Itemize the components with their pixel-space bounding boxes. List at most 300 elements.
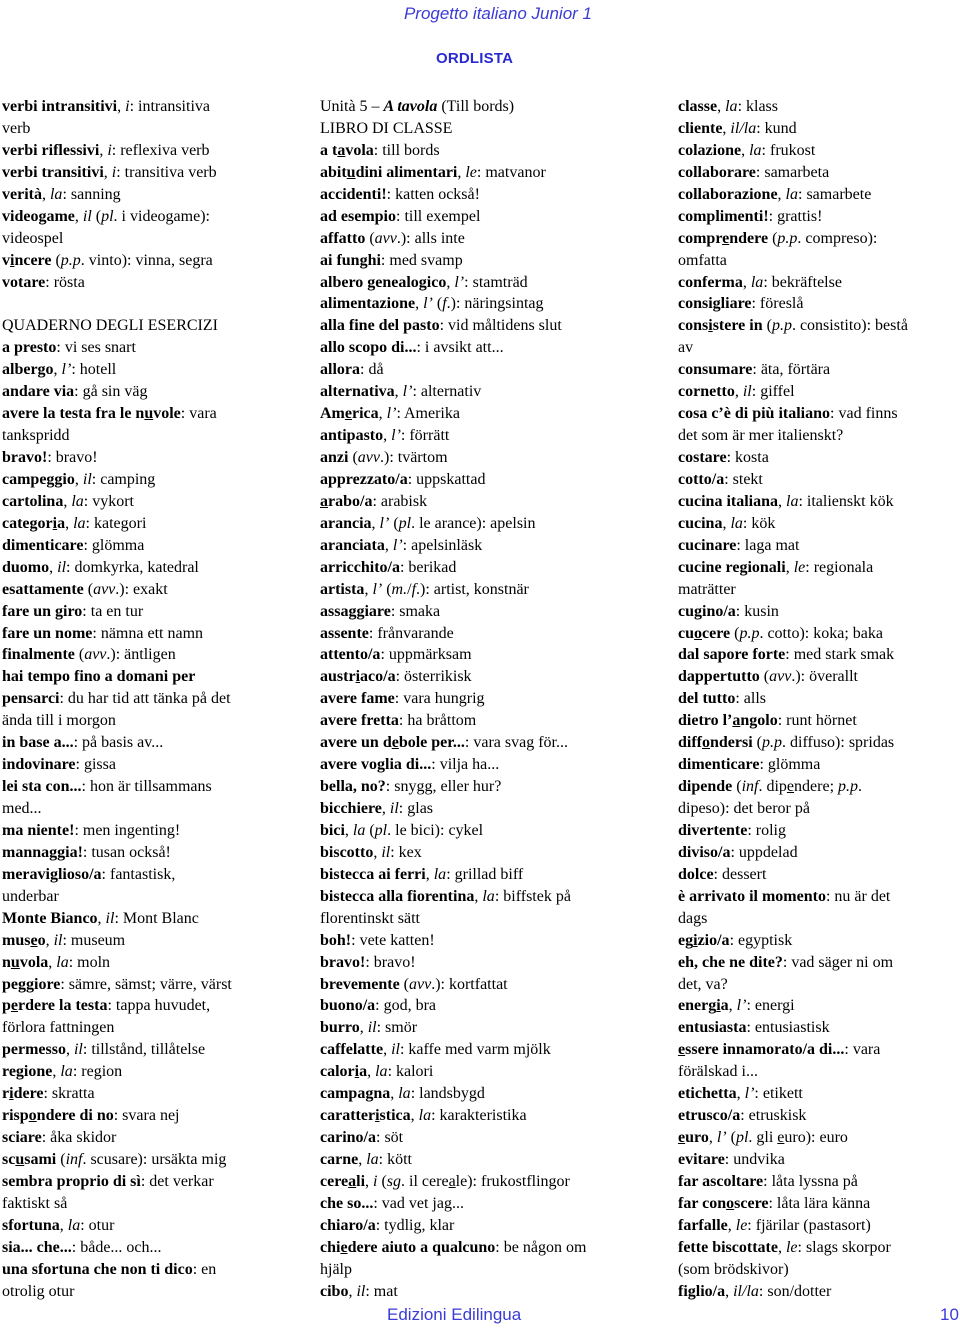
glossary-line	[678, 754, 960, 776]
glossary-text: p.p	[838, 778, 859, 796]
glossary-term-part: alternativa	[320, 383, 395, 401]
glossary-text: il	[742, 383, 752, 401]
glossary-line	[320, 535, 650, 557]
glossary-line	[320, 228, 650, 250]
glossary-text: la	[433, 865, 447, 883]
glossary-text: ,	[344, 821, 353, 839]
glossary-line	[678, 1215, 960, 1237]
glossary-term-part: complimenti!	[678, 207, 769, 225]
glossary-line	[320, 644, 650, 666]
glossary-term-part: abit	[320, 163, 347, 181]
glossary-line	[2, 579, 292, 601]
glossary-term-part: attento/a	[320, 646, 381, 664]
glossary-text: : vara	[844, 1041, 881, 1059]
glossary-text: : vilja ha...	[431, 756, 500, 774]
glossary-text: : låta lära känna	[768, 1194, 871, 1212]
glossary-term-part: assaggiare	[320, 602, 391, 620]
glossary-text: ndere;	[794, 778, 839, 796]
glossary-text: : vete katten!	[351, 931, 435, 949]
glossary-text: la	[786, 492, 799, 510]
glossary-text: ,	[725, 1282, 734, 1300]
glossary-line	[678, 228, 960, 250]
glossary-term-part: accidenti!	[320, 185, 387, 203]
glossary-text: : snygg, eller hur?	[385, 778, 502, 796]
glossary-term-part: verbi intransitivi	[2, 98, 118, 115]
glossary-text: : kund	[756, 119, 797, 137]
glossary-term-part: stica	[379, 1107, 411, 1125]
glossary-term-part: compr	[678, 229, 723, 247]
glossary-text: Unità 5 –	[320, 98, 384, 115]
glossary-line	[678, 908, 960, 930]
glossary-text: förälskad i...	[678, 1063, 758, 1081]
glossary-text: i	[107, 141, 112, 159]
glossary-text: : gissa	[75, 756, 116, 774]
glossary-line	[678, 140, 960, 162]
glossary-line	[320, 118, 650, 140]
glossary-term-part: caffelatte	[320, 1041, 384, 1059]
glossary-term-part: a	[337, 141, 346, 159]
glossary-text: ,	[734, 383, 743, 401]
glossary-text: ,	[117, 98, 126, 115]
glossary-text: : grillad biff	[446, 865, 524, 883]
glossary-text: : frukost	[761, 141, 816, 159]
glossary-text: : kaffe med varm mjölk	[399, 1041, 551, 1059]
glossary-line	[320, 732, 650, 754]
glossary-line	[2, 1193, 292, 1215]
glossary-line	[320, 974, 650, 996]
glossary-term-part: i	[375, 1107, 380, 1125]
glossary-term-part: cere	[320, 1172, 349, 1190]
glossary-text: ,	[742, 273, 751, 291]
glossary-term-part: o	[726, 1194, 735, 1212]
glossary-line	[2, 425, 292, 447]
glossary-text: : samarbete	[798, 185, 872, 203]
glossary-line	[2, 250, 292, 272]
glossary-text: ,	[359, 1019, 368, 1037]
glossary-text: la	[730, 514, 743, 532]
glossary-term-part: ad esempio	[320, 207, 396, 225]
glossary-line	[320, 162, 650, 184]
glossary-text: : vykort	[83, 492, 134, 510]
glossary-text: il/la	[730, 119, 757, 137]
glossary-text: la	[73, 514, 86, 532]
glossary-text: p.p	[739, 624, 760, 642]
glossary-text: /	[407, 580, 412, 598]
glossary-text: l’	[372, 580, 383, 598]
glossary-term-part: i	[9, 1085, 14, 1103]
glossary-term-part: avere la testa fra le n	[2, 405, 145, 423]
glossary-line	[320, 666, 650, 688]
glossary-text: . cotto): koka; baka	[759, 624, 883, 642]
glossary-text: la	[366, 1151, 379, 1168]
glossary-line	[2, 403, 292, 425]
glossary-text: i	[111, 163, 117, 181]
glossary-line	[678, 118, 960, 140]
glossary-text: ,	[708, 1129, 717, 1147]
glossary-term-part: dere aiuto a qualcuno	[347, 1238, 496, 1256]
glossary-term-part: colazione	[678, 141, 742, 159]
glossary-line	[320, 557, 650, 579]
glossary-text: hjälp	[320, 1260, 352, 1278]
glossary-text: ,	[741, 141, 750, 159]
glossary-term-part: i	[10, 251, 15, 269]
glossary-term-part: Monte Bianco	[2, 909, 98, 927]
glossary-line	[320, 1083, 650, 1105]
book-title: Progetto italiano Junior 1	[403, 4, 592, 23]
glossary-term-part: bistecca ai ferri	[320, 865, 426, 883]
glossary-term-part: campeggio	[2, 470, 75, 488]
glossary-term-part: dimenticare	[678, 756, 760, 774]
glossary-text: : uppskattad	[407, 470, 486, 488]
glossary-text: : grattis!	[768, 207, 823, 225]
glossary-text: : åka skidor	[41, 1129, 117, 1147]
glossary-text: pl	[101, 207, 114, 225]
glossary-line	[678, 96, 960, 118]
glossary-text: : bekräftelse	[763, 273, 842, 291]
glossary-text: . il cere	[401, 1172, 449, 1190]
glossary-line	[678, 557, 960, 579]
glossary-term-part: o	[702, 734, 710, 752]
glossary-term-part: avere voglia di...	[320, 756, 432, 774]
glossary-text: f	[411, 580, 417, 598]
glossary-text: . vinto): vinna, segra	[80, 251, 213, 269]
glossary-term-part: carino/a	[320, 1129, 376, 1147]
glossary-line	[678, 776, 960, 798]
glossary-text: il	[367, 1019, 377, 1037]
glossary-term-part: meraviglioso/a	[2, 865, 102, 883]
glossary-line	[2, 974, 292, 996]
glossary-text: i	[125, 98, 130, 115]
glossary-text: .): överallt	[791, 668, 858, 686]
glossary-text: : kalori	[387, 1063, 434, 1081]
glossary-text: : stamträd	[464, 273, 528, 291]
glossary-line	[2, 381, 292, 403]
glossary-text: : sanning	[62, 185, 121, 203]
glossary-text: : samarbeta	[755, 163, 830, 181]
glossary-term-part: u	[15, 1151, 25, 1168]
glossary-term-part: campagna	[320, 1085, 391, 1103]
glossary-line	[320, 798, 650, 820]
glossary-term-part: e	[678, 1129, 686, 1147]
glossary-term-part: arricchito/a	[320, 558, 400, 576]
glossary-text: ,	[99, 141, 108, 159]
glossary-text: det som är mer italienskt?	[678, 427, 844, 445]
glossary-line	[678, 535, 960, 557]
glossary-term-part: consigliare	[678, 295, 752, 313]
glossary-text: : transitiva verb	[116, 163, 217, 181]
glossary-text: .): tvärtom	[379, 449, 448, 466]
glossary-text: ,	[63, 492, 72, 510]
glossary-term-part: chi	[320, 1238, 341, 1256]
glossary-term-part: calor	[320, 1063, 355, 1081]
glossary-line	[678, 250, 960, 272]
glossary-text: : museum	[62, 931, 126, 949]
glossary-text: ,	[97, 909, 106, 927]
glossary-term-part: a	[720, 997, 729, 1015]
glossary-text: : gå sin väg	[74, 383, 148, 401]
glossary-term-part: p	[2, 997, 11, 1015]
glossary-text: .): artist, konstnär	[416, 580, 529, 598]
glossary-line	[678, 491, 960, 513]
glossary-text: : kosta	[726, 449, 769, 466]
glossary-line	[320, 469, 650, 491]
glossary-text: i	[373, 1172, 378, 1190]
glossary-term-part: avere un d	[320, 734, 392, 752]
glossary-text: la	[352, 821, 366, 839]
glossary-term-part: cosa c’è di più italiano	[678, 405, 831, 423]
glossary-term-part: carne	[320, 1151, 359, 1168]
glossary-text: l’	[402, 383, 413, 401]
glossary-term-part: indovinare	[2, 756, 76, 774]
glossary-term-part: n	[2, 953, 11, 971]
glossary-term-part: in base a...	[2, 734, 74, 752]
glossary-line	[2, 162, 292, 184]
glossary-text: : laga mat	[736, 536, 800, 554]
glossary-text: ,	[474, 887, 483, 905]
glossary-line	[2, 798, 292, 820]
glossary-line	[678, 1061, 960, 1083]
glossary-line	[678, 359, 960, 381]
glossary-line	[320, 995, 650, 1017]
glossary-text: ,	[65, 514, 74, 532]
glossary-line	[320, 206, 650, 228]
glossary-text: av	[678, 339, 694, 357]
glossary-text: ,	[41, 185, 50, 203]
glossary-line	[320, 908, 650, 930]
glossary-term-part: a	[732, 712, 741, 730]
glossary-text: la	[749, 141, 762, 159]
glossary-text: (	[399, 975, 409, 993]
glossary-text: ,	[381, 800, 390, 817]
glossary-text: : uppdelad	[730, 843, 798, 861]
glossary-column-1	[2, 96, 292, 1303]
glossary-term-part: brevemente	[320, 975, 400, 993]
glossary-line	[320, 447, 650, 469]
glossary-line	[2, 293, 292, 315]
glossary-line	[678, 1259, 960, 1281]
glossary-text: : moln	[68, 953, 111, 971]
glossary-text: (	[759, 668, 770, 686]
glossary-text: : låta lyssna på	[763, 1172, 858, 1190]
glossary-text: (	[377, 1172, 387, 1190]
glossary-text: : förrätt	[400, 427, 450, 445]
glossary-text: : äta, förtära	[752, 361, 831, 379]
glossary-text: ,	[728, 997, 737, 1015]
glossary-line	[2, 908, 292, 930]
glossary-term-part: sami	[24, 1151, 57, 1168]
glossary-text: ,	[722, 119, 731, 137]
glossary-text: ,	[52, 1063, 61, 1081]
glossary-text: : vad säger ni om	[782, 953, 894, 971]
glossary-text: avv	[769, 668, 792, 686]
glossary-text: uro): euro	[784, 1129, 848, 1147]
glossary-term-part: dini alimentari	[355, 163, 458, 181]
glossary-term-part: entusiasta	[678, 1019, 747, 1037]
glossary-text: : tydlig, klar	[375, 1216, 455, 1234]
page-number: 10	[940, 1305, 959, 1324]
glossary-line	[678, 184, 960, 206]
glossary-term-part: v	[2, 251, 10, 269]
glossary-line	[320, 1105, 650, 1127]
glossary-term-part: ncere	[14, 251, 52, 269]
glossary-text: : etruskisk	[740, 1107, 807, 1125]
glossary-term-part: evitare	[678, 1151, 725, 1168]
glossary-line	[320, 1281, 650, 1303]
glossary-text: : karakteristika	[431, 1107, 527, 1125]
glossary-text: : uppmärksam	[380, 646, 472, 664]
glossary-text: ,	[74, 470, 83, 488]
glossary-text: f	[442, 295, 447, 313]
glossary-line	[678, 710, 960, 732]
glossary-term-part: stere in	[712, 317, 763, 335]
glossary-term-part: far ascoltare	[678, 1172, 764, 1190]
glossary-line	[678, 447, 960, 469]
glossary-column-2	[320, 96, 650, 1303]
glossary-text: : vara svag för...	[464, 734, 568, 752]
glossary-line	[320, 250, 650, 272]
glossary-text: : entusiastisk	[746, 1019, 830, 1037]
glossary-text: la	[60, 1063, 73, 1081]
glossary-text: (	[389, 514, 399, 532]
glossary-term-part: biscotto	[320, 843, 374, 861]
glossary-term-part: rdere la testa	[18, 997, 108, 1015]
glossary-line	[2, 732, 292, 754]
glossary-term-part: peggiore	[2, 975, 61, 993]
glossary-term-part: ma niente!	[2, 821, 75, 839]
glossary-line	[2, 557, 292, 579]
glossary-term-part: eg	[678, 931, 694, 949]
glossary-term-part: scere	[734, 1194, 769, 1212]
glossary-text: (	[348, 449, 358, 466]
glossary-line	[2, 952, 292, 974]
glossary-text: e	[786, 778, 795, 796]
glossary-term-part: ssere innamorato/a di...	[685, 1041, 845, 1059]
glossary-line	[678, 272, 960, 294]
glossary-line	[320, 381, 650, 403]
glossary-text: (	[762, 317, 772, 335]
glossary-line	[2, 315, 292, 337]
glossary-term-part: cornetto	[678, 383, 735, 401]
glossary-text: : runt hörnet	[777, 712, 857, 730]
glossary-text: . diffuso): spridas	[782, 734, 895, 752]
glossary-term-part: bicchiere	[320, 800, 382, 817]
glossary-line	[2, 1215, 292, 1237]
glossary-text: ,	[53, 361, 62, 379]
glossary-line	[320, 1215, 650, 1237]
glossary-text: omfatta	[678, 251, 727, 269]
glossary-line	[320, 491, 650, 513]
glossary-text: : ta en tur	[82, 602, 144, 620]
glossary-term-part: a	[348, 1172, 357, 1190]
glossary-text: : arabisk	[372, 492, 428, 510]
glossary-term-part: classe	[678, 98, 718, 115]
glossary-term-part: cu	[678, 624, 694, 642]
glossary-text: ända till i morgon	[2, 712, 116, 730]
glossary-line	[2, 359, 292, 381]
glossary-line	[2, 1083, 292, 1105]
glossary-text: .): exakt	[115, 580, 168, 598]
glossary-term-part: e	[30, 931, 38, 949]
glossary-text: la	[482, 887, 495, 905]
glossary-term-part: arancia	[320, 514, 372, 532]
glossary-text: le	[735, 1216, 748, 1234]
glossary-text: ,	[446, 273, 455, 291]
glossary-text: : vad finns	[830, 405, 898, 423]
glossary-text: : på basis av...	[73, 734, 164, 752]
glossary-text: : då	[360, 361, 384, 379]
glossary-text: dipeso): det beror på	[678, 800, 810, 817]
glossary-term-part: dimenticare	[2, 536, 84, 554]
glossary-text: : till exempel	[396, 207, 481, 225]
glossary-line	[320, 184, 650, 206]
glossary-text: : österrikisk	[395, 668, 472, 686]
glossary-text: : smör	[376, 1019, 418, 1037]
glossary-line	[2, 930, 292, 952]
glossary-line	[678, 974, 960, 996]
glossary-text: (	[752, 734, 762, 752]
glossary-term-part: fare un nome	[2, 624, 93, 642]
glossary-text: : etikett	[754, 1085, 803, 1103]
glossary-text: verb	[2, 119, 31, 137]
glossary-line	[678, 337, 960, 359]
glossary-line	[2, 1171, 292, 1193]
glossary-line	[2, 272, 292, 294]
glossary-line	[320, 359, 650, 381]
glossary-text: avv	[409, 975, 432, 993]
glossary-text: la	[750, 273, 764, 291]
glossary-text: : bravo!	[47, 449, 98, 466]
glossary-text: : söt	[376, 1129, 404, 1147]
glossary-text: p.p	[771, 317, 792, 335]
glossary-line	[2, 96, 292, 118]
glossary-term-part: cliente	[678, 119, 723, 137]
glossary-text: . le bici): cykel	[387, 821, 484, 839]
glossary-text: : giffel	[751, 383, 795, 401]
glossary-text: . consistito): bestå	[791, 317, 908, 335]
glossary-line	[320, 1127, 650, 1149]
glossary-term-part: andare via	[2, 383, 75, 401]
glossary-term-part: Am	[320, 405, 345, 423]
glossary-term-part: sc	[2, 1151, 16, 1168]
glossary-term-part: conferma	[678, 273, 743, 291]
glossary-text: ,	[722, 514, 731, 532]
glossary-term-part: mannaggia!	[2, 843, 83, 861]
glossary-line	[678, 1237, 960, 1259]
glossary-term-part: i	[716, 997, 721, 1015]
glossary-text: ,	[778, 492, 787, 510]
glossary-term-part: costare	[678, 449, 727, 466]
glossary-line	[320, 425, 650, 447]
glossary-text: . compreso):	[797, 229, 878, 247]
glossary-line	[320, 403, 650, 425]
glossary-text: ,	[103, 163, 112, 181]
glossary-term-part: anzi	[320, 449, 349, 466]
glossary-text: il	[391, 1041, 400, 1059]
glossary-text: maträtter	[678, 580, 736, 598]
glossary-text: : landsbygd	[410, 1085, 485, 1103]
glossary-text: : kusin	[735, 602, 779, 620]
glossary-text: il	[53, 931, 63, 949]
glossary-term-part: assente	[320, 624, 369, 642]
glossary-text: : en	[192, 1260, 217, 1278]
glossary-text: (	[732, 778, 742, 796]
glossary-text: l’	[716, 1129, 727, 1147]
glossary-term-part: vola	[19, 953, 49, 971]
glossary-text: : egyptisk	[729, 931, 793, 949]
glossary-line	[2, 513, 292, 535]
glossary-line	[2, 1017, 292, 1039]
glossary-line	[678, 930, 960, 952]
